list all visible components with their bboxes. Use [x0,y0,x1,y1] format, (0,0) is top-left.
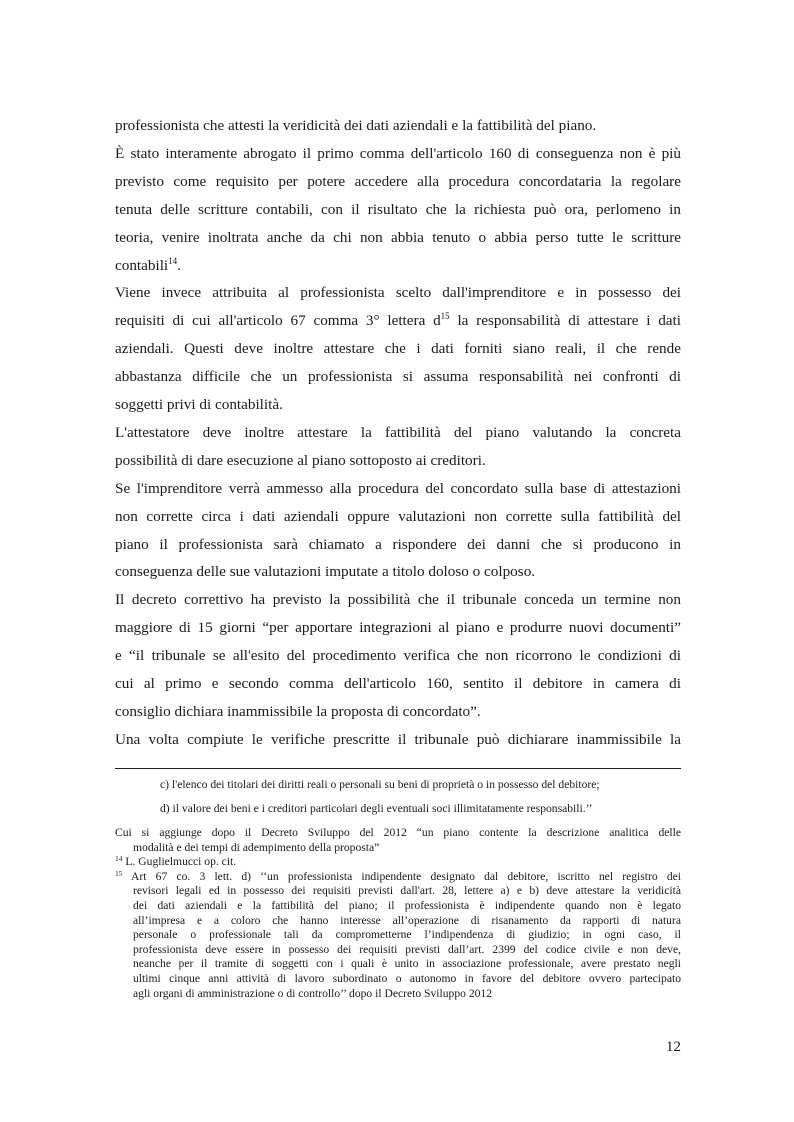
footnote-ref: 15 [440,311,450,322]
footnote-line: Cui si aggiunge dopo il Decreto Sviluppo del 2012 “un piano contente la descrizione analitica delle [115,826,681,839]
footnote-line: modalità e dei tempi di adempimento della proposta” [133,840,380,854]
footnote-line: agli organi di amministrazione o di controllo’’ dopo il Decreto Sviluppo 2012 [133,986,493,1000]
body-line: Il decreto correttivo ha previsto la possibilità che il tribunale conceda un termine non [115,591,681,609]
footnote-line: $^{15}$ Art 67 co. 3 lett. d) ‘‘un professionista indipendente designato dal debitore, iscritto nel registro dei [115,868,681,883]
footnote-line: c) l'elenco dei titolari dei diritti reali o personali su beni di proprietà o in possesso del debitore; [160,778,600,791]
body-line: maggiore di 15 giorni “per apportare integrazioni al piano e produrre nuovi documenti” [115,619,681,637]
body-line: aziendali. Questi deve inoltre attestare che i dati forniti siano reali, il che rende [115,340,681,358]
body-line: Se l'imprenditore verrà ammesso alla procedura del concordato sulla base di attestazioni [115,479,681,497]
body-line: non corrette circa i dati aziendali oppure valutazioni non corrette sulla fattibilità del [115,507,681,525]
body-line: piano il professionista sarà chiamato a rispondere dei danni che si producono in [115,535,681,553]
body-line: teoria, venire inoltrata anche da chi non abbia tenuto o abbia perso tutte le scritture [115,228,681,246]
body-line: Una volta compiute le verifiche prescritte il tribunale può dichiarare inammissibile la [115,730,681,748]
body-line: conseguenza delle sue valutazioni imputate a titolo doloso o colposo. [115,563,536,581]
footnote-ref: 14 [168,255,178,266]
footnote-line: d) il valore dei beni e i creditori particolari degli eventuali soci illimitatamente responsabili.’’ [160,802,593,815]
body-line: soggetti privi di contabilità. [115,396,283,413]
body-line: contabili$^{14}$. [115,255,181,274]
body-line: possibilità di dare esecuzione al piano sottoposto ai creditori. [115,451,486,469]
footnote-line: neanche per il tramite di soggetti con i quali è unito in associazione professionale, avere prestato negli [133,957,681,971]
footnote-line: revisori legali ed in possesso dei requisiti previsti dall'art. 28, lettere a) e b) deve attestare la veridicità [133,884,681,898]
footnote-line: ultimi cinque anni attività di lavoro subordinato o autonomo in favore del debitore ovvero partecipato [133,972,681,985]
body-line: È stato interamente abrogato il primo comma dell'articolo 160 di conseguenza non è più [115,144,681,162]
footnote-line: professionista deve essere in possesso dei requisiti previsti dall’art. 2399 del codice civile e non deve, [133,942,681,956]
body-line: cui al primo e secondo comma dell'articolo 160, sentito il debitore in camera di [115,675,681,692]
body-line: e “il tribunale se all'esito del procedimento verifica che non ricorrono le condizioni di [115,647,681,665]
body-line: requisiti di cui all'articolo 67 comma 3° lettera $d^{15}$ la responsabilità di attestare i dati [115,311,681,330]
footnote-line: personale o professionale tali da comprometterne l’indipendenza di giudizio; in ogni caso, il [133,928,681,942]
footnote-separator [115,768,681,769]
body-line: previsto come requisito per potere accedere alla procedura concordataria la regolare [115,172,681,190]
body-line: professionista che attesti la veridicità dei dati aziendali e la fattibilità del piano. [115,117,597,134]
footnote-line: all’impresa e a coloro che hanno interesse all’operazione di risanamento da rapporti di natura [133,913,681,927]
page-number: 12 [665,1038,681,1055]
body-line: Viene invece attribuita al professionista scelto dall'imprenditore e in possesso dei [115,284,681,302]
body-line: abbastanza difficile che un professionista si assuma responsabilità nei confronti di [115,368,681,386]
body-line: tenuta delle scritture contabili, con il risultato che la richiesta può ora, perlomeno in [115,200,681,218]
body-line: L'attestatore deve inoltre attestare la fattibilità del piano valutando la concreta [115,423,681,441]
body-line: consiglio dichiara inammissibile la proposta di concordato”. [115,702,481,720]
footnote-line: dei dati aziendali e la fattibilità del piano; il professionista è indipendente quando non è legato [133,899,681,912]
footnote-line: $^{14}$ L. Guglielmucci op. cit. [115,854,237,869]
